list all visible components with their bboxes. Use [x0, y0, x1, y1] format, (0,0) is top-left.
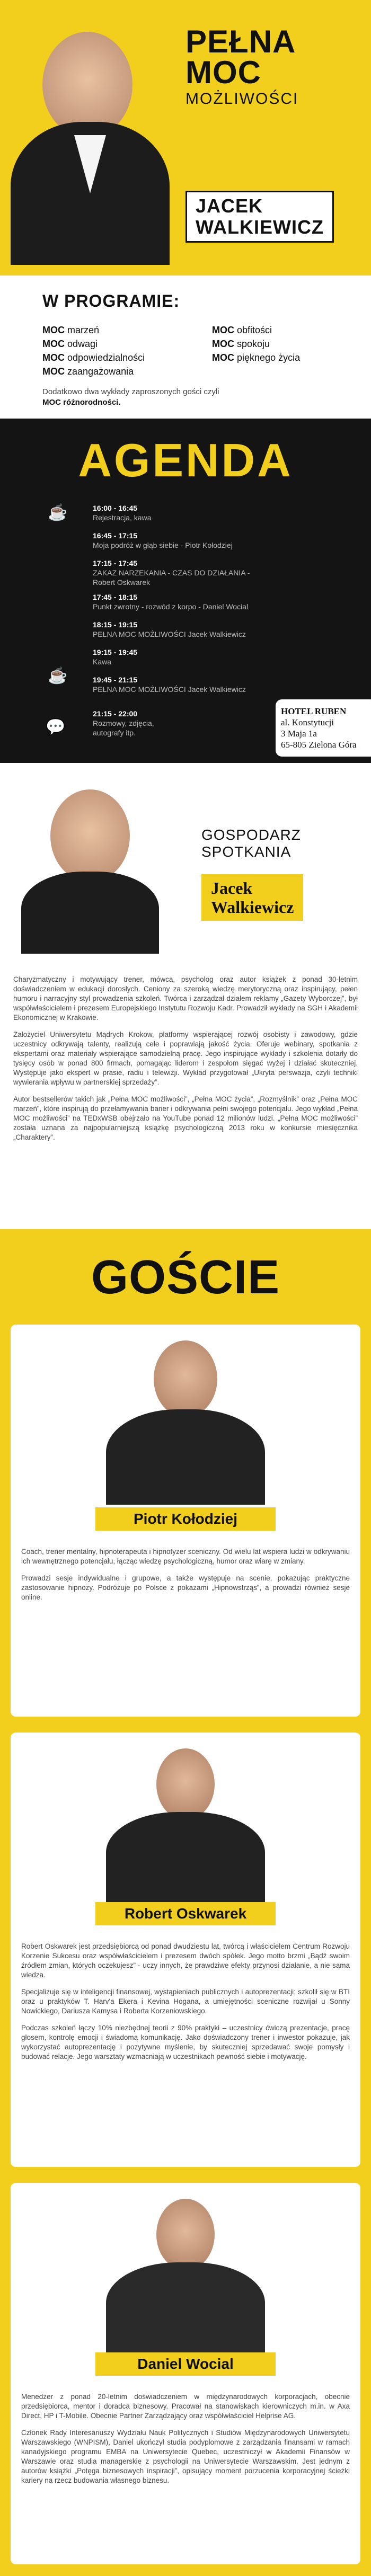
program-section — [0, 276, 371, 419]
guest-name: Piotr Kołodziej — [95, 1507, 276, 1531]
program-note: Dodatkowo dwa wykłady zaproszonych gości czyli MOC różnorodności. — [42, 387, 219, 407]
agenda-item: 18:15 - 19:15 PEŁNA MOC MOŻLIWOŚCI Jacek Walkiewicz — [93, 620, 246, 638]
hero-section — [0, 0, 371, 276]
host-hero-photo — [11, 21, 170, 265]
agenda-section — [0, 419, 371, 763]
agenda-item: 19:45 - 21:15 PEŁNA MOC MOŻLIWOŚCI Jacek Walkiewicz — [93, 676, 246, 694]
agenda-item: 16:00 - 16:45 Rejestracja, kawa — [93, 504, 152, 522]
guest-photo — [106, 2193, 265, 2352]
guest-bio: Menedżer z ponad 20-letnim doświadczeniem w międzynarodowych korporacjach, obecnie przedsiębiorca, mentor i doradca biznesowy. Pracował na stanowiskach kierowniczych m.in. w Axa Direct, HP i T-Mobile. Obecnie Partner Zarządzający oraz współwłaściciel Helprise AG. Członek Rady Interesariuszy Wydziału Nauk Politycznych i Studiów Międzynarodowych Uniwersytetu Warszawskiego (WNPISM), Daniel ukończył studia podyplomowe z zarządzania finansami w ramach kanadyjskiego programu EMBA na Uniwersytecie Quebec, uczestniczył w Akademii Finansów w Warszawie oraz studia managerskie z psychologii na Uniwersytecie Warszawskim. Jest jednym z autorów książki „Potęga biznesowych inspiracji”, opisujący moment porzucenia korporacyjnej ścieżki kariery na rzecz budowania własnego biznesu. — [21, 2393, 350, 2484]
host-name-box: Jacek Walkiewicz — [201, 874, 303, 921]
guest-card — [11, 1325, 360, 1717]
agenda-list — [93, 503, 262, 736]
venue-box: HOTEL RUBEN al. Konstytucji 3 Maja 1a 65-805 Zielona Góra — [276, 699, 371, 757]
guest-card — [11, 2183, 360, 2564]
coffee-icon: ☕ — [48, 504, 68, 521]
program-heading: W PROGRAMIE: — [42, 291, 180, 310]
guest-card — [11, 1733, 360, 2167]
host-photo — [21, 784, 159, 954]
guest-photo — [106, 1743, 265, 1902]
agenda-heading: AGENDA — [78, 434, 293, 486]
program-item: MOC odwagi — [42, 339, 98, 349]
program-item: MOC marzeń — [42, 325, 100, 335]
agenda-item: 19:15 - 19:45 Kawa — [93, 648, 138, 666]
guest-photo — [106, 1335, 265, 1505]
guests-section — [0, 1229, 371, 2576]
program-item: MOC odpowiedzialności — [42, 352, 145, 363]
guest-name: Robert Oskwarek — [95, 1902, 276, 1925]
program-left-list — [42, 323, 145, 378]
guest-name: Daniel Wocial — [95, 2352, 276, 2376]
guest-bio: Robert Oskwarek jest przedsiębiorcą od ponad dwudziestu lat, twórcą i właścicielem Centrum Rozwoju Korzenie Sukcesu oraz współwłaścicielem i prezesem dwóch spółek. Jego motto brzmi „Bądź swoim źródłem zmian, których oczekujesz” - uczy innych, że prawdziwe efekty przynosi działanie, a nie sama wiedza. Specjalizuje się w inteligencji finansowej, wystąpieniach publicznych i autoprezentacji; szkolił się w BTI oraz u praktyków T. Harv'a Ekera i Kevina Hogana, a umiejętności sceniczne rozwijał u Sonny Nowickiego, Dariusza Kamysa i Roberta Korzeniowskiego. Podczas szkoleń łączy 10% niezbędnej teorii z 90% praktyki – uczestnicy ćwiczą prezentacje, pracę głosem, kontrolę emocji i świadomą komunikację. Jako doświadczony trener i inwestor pokazuje, jak wykorzystać autoprezentację i pozytywne myślenie, by skuteczniej sprzedawać swoje pomysły i budować relacje. Jego warsztaty wzmacniają w uczestnikach pewność siebie i motywację. — [21, 1942, 350, 2060]
chat-icon: 💬 — [46, 718, 66, 736]
agenda-item: 21:15 - 22:00 Rozmowy, zdjęcia, autografy itp. — [93, 709, 154, 737]
program-item: MOC zaangażowania — [42, 366, 134, 377]
host-name-box: JACEK WALKIEWICZ — [186, 191, 334, 243]
program-item: MOC spokoju — [212, 339, 270, 349]
program-item: MOC obfitości — [212, 325, 272, 335]
agenda-item: 17:45 - 18:15 Punkt zwrotny - rozwód z korpo - Daniel Wocial — [93, 593, 249, 611]
agenda-item: 17:15 - 17:45 ZAKAZ NARZEKANIA - CZAS DO DZIAŁANIA - Robert Oskwarek — [93, 559, 250, 587]
host-label: GOSPODARZ SPOTKANIA — [201, 827, 301, 860]
program-right-list — [212, 323, 300, 365]
host-bio: Charyzmatyczny i motywujący trener, mówca, psycholog oraz autor książek z ponad 30-letnim doświadczeniem w edukacji dorosłych. Ceniony za szeroką wiedzę merytoryczną oraz inspirujący, pełen humoru i narracyjny styl prowadzenia szkoleń. Twórca i zarządzał działem reklamy „Gazety Wyborczej”, był współwłaścicielem i prezesem Europejskiego Instytutu Rozwoju Kadr. Prowadził wykłady na SGH i Akademii Ekonomicznej w Krakowie. Założyciel Uniwersytetu Mądrych Krokow, platformy wspierającej rozwój osobisty i zawodowy, gdzie uczestnicy odkrywają talenty, realizują cele i poprawiają jakość życia. Oferuje webinary, spotkania z ekspertami oraz materiały wspierające samodzielną pracę. Jego inspirujące wykłady i szkolenia dotarły do tysięcy osób w ponad 800 firmach, pomagając liderom i zespołom sięgać wyżej i działać skuteczniej. Występuje jako ekspert w prasie, radiu i telewizji. Wykład przygotował „Ukryta perswazja, czyli techniki wywierania wpływu w partnerskiej sprzedaży”. Autor bestsellerów takich jak „Pełna MOC możliwości”, „Pełna MOC życia”, „Rozmyślnik” oraz „Pełna MOC marzeń”, które inspirują do przełamywania barier i odkrywania pełni swojego potencjału. Jego wykład „Pełna MOC możliwości” na TEDxWSB obejrzało na YouTube ponad 12 milionów ludzi. „Pełna MOC możliwości” została uznana za najpopularniejszą książkę psychologiczną 2013 roku w konkursie miesięcznika „Charaktery”. — [13, 975, 358, 1141]
guest-bio: Coach, trener mentalny, hipnoterapeuta i hipnotyzer sceniczny. Od wielu lat wspiera ludzi w odkrywaniu ich wewnętrznego potencjału, łącząc wiedzę psychologiczną, humor oraz wiarę w zmiany. Prowadzi sesje indywidualne i grupowe, a także występuje na scenie, pokazując praktyczne zastosowanie hipnozy. Podróżuje po Polsce z pokazami „Hipnowstrząs”, a prowadzi również sesje online. — [21, 1548, 350, 1601]
coffee-icon: ☕ — [48, 667, 68, 685]
agenda-item: 16:45 - 17:15 Moja podróż w głąb siebie - Piotr Kołodziej — [93, 531, 233, 549]
host-section — [0, 763, 371, 1229]
hero-title: PEŁNA MOC MOŻLIWOŚCI — [186, 24, 299, 108]
hero-host-name — [186, 191, 334, 243]
program-item: MOC pięknego życia — [212, 352, 301, 363]
guests-heading: GOŚCIE — [91, 1251, 280, 1304]
